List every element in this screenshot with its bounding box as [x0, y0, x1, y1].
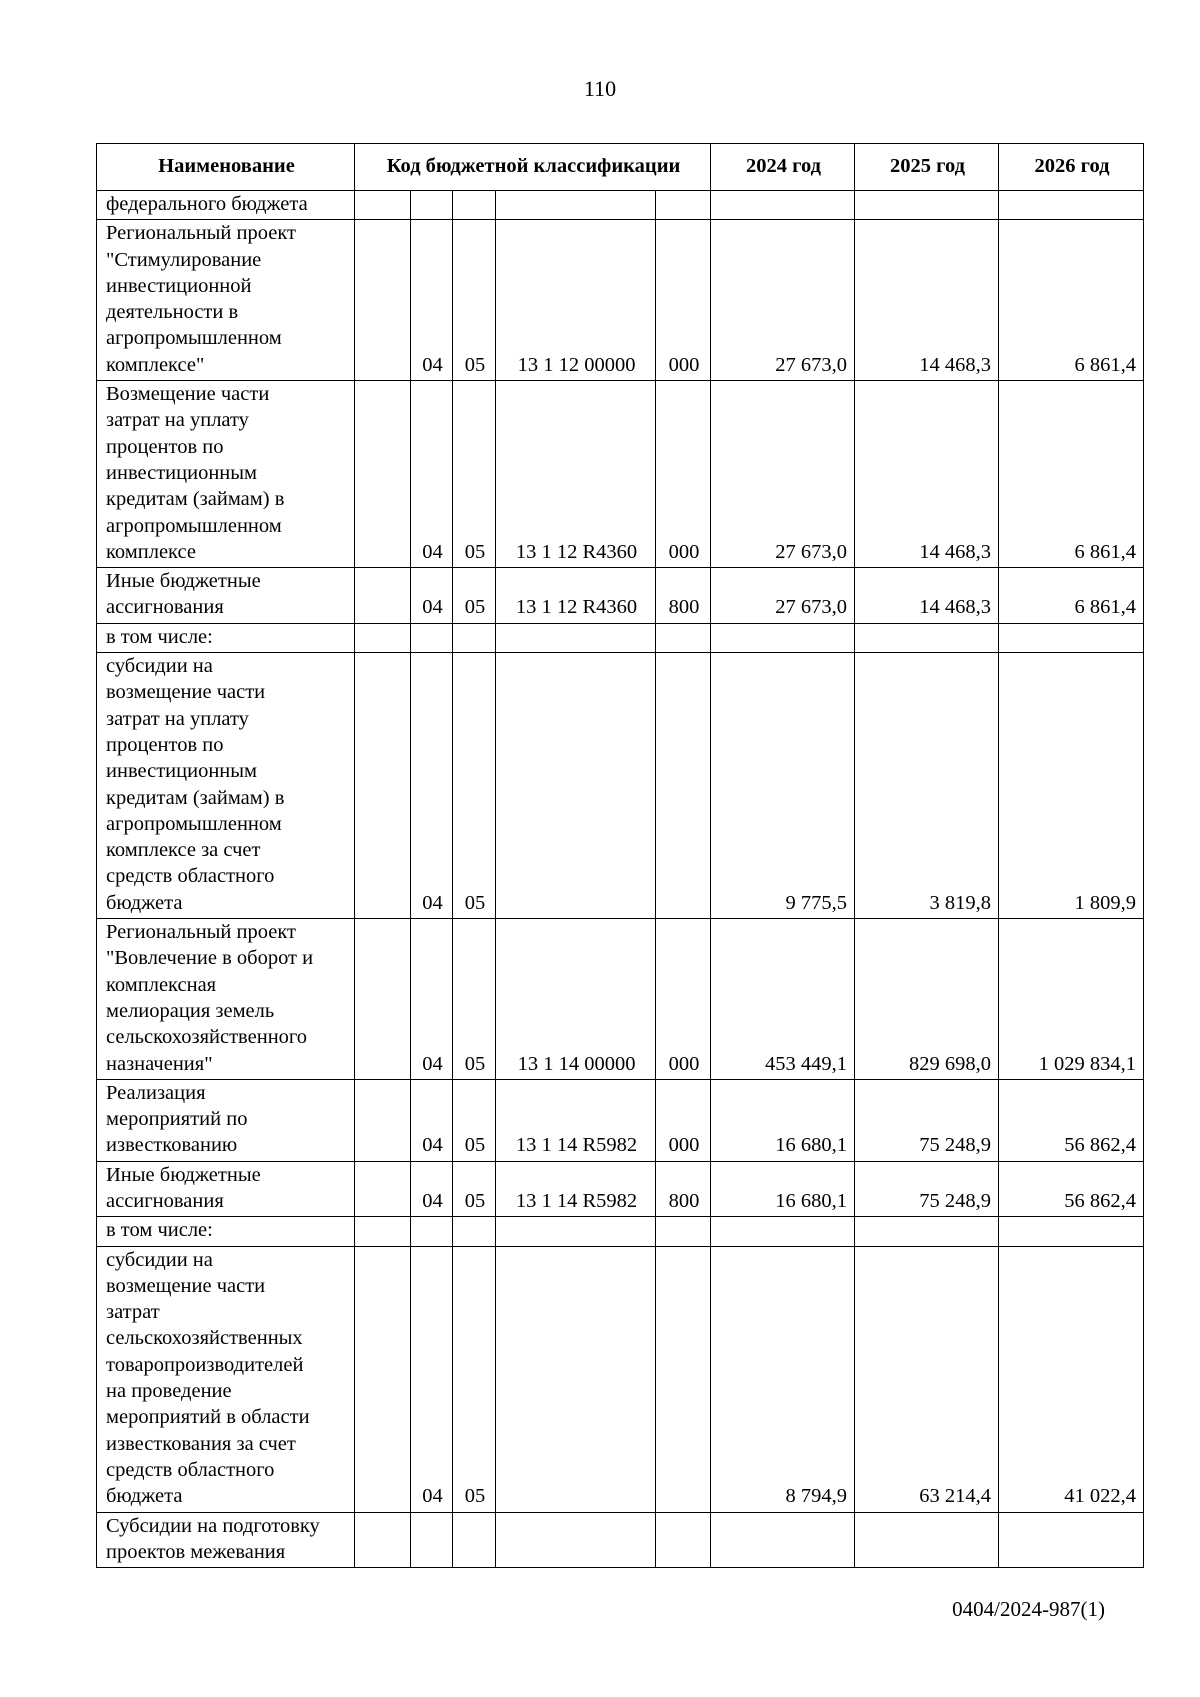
cell-name: Иные бюджетные ассигнования — [97, 568, 355, 624]
table-row — [97, 568, 1144, 624]
cell-code-expense-type: 000 — [656, 919, 711, 1080]
table-row — [97, 1079, 1144, 1161]
cell-name: Региональный проект "Вовлечение в оборот и комплексная мелиорация земель сельскохозяйственного назначения" — [97, 919, 355, 1080]
cell-code-expense-type: 000 — [656, 1079, 711, 1161]
cell-code-expense-type — [656, 1217, 711, 1246]
cell-code-1 — [355, 381, 411, 568]
cell-code-1 — [355, 623, 411, 652]
cell-code-section — [411, 1217, 453, 1246]
table-row — [97, 1217, 1144, 1246]
cell-name: Возмещение части затрат на уплату процентов по инвестиционным кредитам (займам) в агропромышленном комплексе — [97, 381, 355, 568]
cell-name: субсидии на возмещение части затрат сельскохозяйственных товаропроизводителей на проведение мероприятий в области известкования за счет средств областного бюджета — [97, 1246, 355, 1512]
cell-value-2026: 56 862,4 — [999, 1079, 1144, 1161]
cell-code-subsection — [453, 1217, 496, 1246]
cell-value-2024: 27 673,0 — [711, 220, 855, 381]
cell-value-2025: 3 819,8 — [855, 653, 999, 919]
cell-value-2024 — [711, 623, 855, 652]
header-2024: 2024 год — [711, 144, 855, 191]
cell-code-1 — [355, 919, 411, 1080]
cell-value-2026: 6 861,4 — [999, 220, 1144, 381]
cell-code-expense-type — [656, 653, 711, 919]
cell-name: Региональный проект "Стимулирование инвестиционной деятельности в агропромышленном комплексе" — [97, 220, 355, 381]
cell-name: в том числе: — [97, 623, 355, 652]
cell-value-2025 — [855, 1512, 999, 1568]
document-id: 0404/2024-987(1) — [952, 1597, 1105, 1621]
cell-code-subsection — [453, 1512, 496, 1568]
cell-code-expense-type: 000 — [656, 220, 711, 381]
cell-code-1 — [355, 653, 411, 919]
header-code: Код бюджетной классификации — [355, 144, 711, 191]
cell-code-subsection: 05 — [453, 919, 496, 1080]
cell-code-expense-type: 800 — [656, 568, 711, 624]
cell-value-2026 — [999, 1512, 1144, 1568]
cell-code-section: 04 — [411, 381, 453, 568]
table-row — [97, 653, 1144, 919]
cell-code-section: 04 — [411, 220, 453, 381]
cell-value-2025 — [855, 623, 999, 652]
cell-code-1 — [355, 1512, 411, 1568]
cell-code-target: 13 1 14 R5982 — [496, 1161, 656, 1217]
cell-name: субсидии на возмещение части затрат на уплату процентов по инвестиционным кредитам (займам) в агропромышленном комплексе за счет средств областного бюджета — [97, 653, 355, 919]
cell-code-subsection: 05 — [453, 1246, 496, 1512]
cell-code-target: 13 1 12 R4360 — [496, 381, 656, 568]
cell-code-expense-type — [656, 623, 711, 652]
cell-value-2025: 75 248,9 — [855, 1161, 999, 1217]
cell-value-2025: 829 698,0 — [855, 919, 999, 1080]
cell-value-2024: 16 680,1 — [711, 1079, 855, 1161]
cell-value-2024: 453 449,1 — [711, 919, 855, 1080]
cell-code-expense-type: 800 — [656, 1161, 711, 1217]
cell-code-subsection — [453, 623, 496, 652]
cell-code-expense-type — [656, 191, 711, 220]
cell-value-2024: 27 673,0 — [711, 381, 855, 568]
cell-code-target: 13 1 14 R5982 — [496, 1079, 656, 1161]
cell-value-2026: 6 861,4 — [999, 381, 1144, 568]
cell-code-1 — [355, 1217, 411, 1246]
cell-value-2024: 16 680,1 — [711, 1161, 855, 1217]
cell-code-target — [496, 191, 656, 220]
cell-value-2024: 8 794,9 — [711, 1246, 855, 1512]
cell-value-2025: 14 468,3 — [855, 381, 999, 568]
cell-name: федерального бюджета — [97, 191, 355, 220]
cell-code-subsection: 05 — [453, 381, 496, 568]
cell-code-target — [496, 653, 656, 919]
cell-value-2024 — [711, 1512, 855, 1568]
cell-code-section — [411, 191, 453, 220]
cell-code-expense-type — [656, 1512, 711, 1568]
cell-value-2026 — [999, 623, 1144, 652]
table-row — [97, 1246, 1144, 1512]
header-2025: 2025 год — [855, 144, 999, 191]
cell-code-section: 04 — [411, 568, 453, 624]
cell-code-target: 13 1 12 00000 — [496, 220, 656, 381]
cell-code-subsection: 05 — [453, 568, 496, 624]
cell-code-target — [496, 1246, 656, 1512]
cell-code-1 — [355, 220, 411, 381]
cell-code-subsection: 05 — [453, 653, 496, 919]
header-name: Наименование — [97, 144, 355, 191]
cell-code-subsection: 05 — [453, 220, 496, 381]
cell-code-section — [411, 623, 453, 652]
header-row — [97, 144, 1144, 191]
cell-value-2025 — [855, 191, 999, 220]
cell-code-subsection: 05 — [453, 1161, 496, 1217]
cell-value-2025: 75 248,9 — [855, 1079, 999, 1161]
cell-value-2025: 63 214,4 — [855, 1246, 999, 1512]
table-row — [97, 220, 1144, 381]
cell-code-1 — [355, 568, 411, 624]
cell-value-2024 — [711, 191, 855, 220]
cell-code-section: 04 — [411, 1246, 453, 1512]
page-number: 110 — [583, 76, 617, 101]
cell-code-subsection — [453, 191, 496, 220]
cell-name: Иные бюджетные ассигнования — [97, 1161, 355, 1217]
cell-value-2026 — [999, 191, 1144, 220]
cell-code-target — [496, 623, 656, 652]
cell-code-1 — [355, 1161, 411, 1217]
cell-name: Реализация мероприятий по известкованию — [97, 1079, 355, 1161]
cell-value-2024: 27 673,0 — [711, 568, 855, 624]
cell-code-subsection: 05 — [453, 1079, 496, 1161]
cell-code-1 — [355, 1246, 411, 1512]
cell-code-expense-type — [656, 1246, 711, 1512]
cell-value-2026 — [999, 1217, 1144, 1246]
table-row — [97, 191, 1144, 220]
table-body — [97, 191, 1144, 1568]
cell-code-target — [496, 1217, 656, 1246]
cell-value-2025: 14 468,3 — [855, 220, 999, 381]
cell-value-2026: 41 022,4 — [999, 1246, 1144, 1512]
table-row — [97, 381, 1144, 568]
cell-code-target: 13 1 14 00000 — [496, 919, 656, 1080]
cell-name: Субсидии на подготовку проектов межевания — [97, 1512, 355, 1568]
cell-value-2026: 6 861,4 — [999, 568, 1144, 624]
cell-code-section: 04 — [411, 653, 453, 919]
cell-value-2026: 1 809,9 — [999, 653, 1144, 919]
table-row — [97, 623, 1144, 652]
cell-code-section — [411, 1512, 453, 1568]
table-row — [97, 919, 1144, 1080]
table-row — [97, 1161, 1144, 1217]
cell-code-section: 04 — [411, 919, 453, 1080]
cell-value-2026: 1 029 834,1 — [999, 919, 1144, 1080]
cell-code-expense-type: 000 — [656, 381, 711, 568]
cell-value-2024: 9 775,5 — [711, 653, 855, 919]
cell-value-2025 — [855, 1217, 999, 1246]
cell-value-2024 — [711, 1217, 855, 1246]
cell-code-1 — [355, 1079, 411, 1161]
cell-code-1 — [355, 191, 411, 220]
budget-table — [96, 143, 1144, 1568]
cell-value-2026: 56 862,4 — [999, 1161, 1144, 1217]
table-row — [97, 1512, 1144, 1568]
header-2026: 2026 год — [999, 144, 1144, 191]
cell-name: в том числе: — [97, 1217, 355, 1246]
cell-code-target — [496, 1512, 656, 1568]
cell-code-section: 04 — [411, 1161, 453, 1217]
cell-value-2025: 14 468,3 — [855, 568, 999, 624]
cell-code-section: 04 — [411, 1079, 453, 1161]
cell-code-target: 13 1 12 R4360 — [496, 568, 656, 624]
